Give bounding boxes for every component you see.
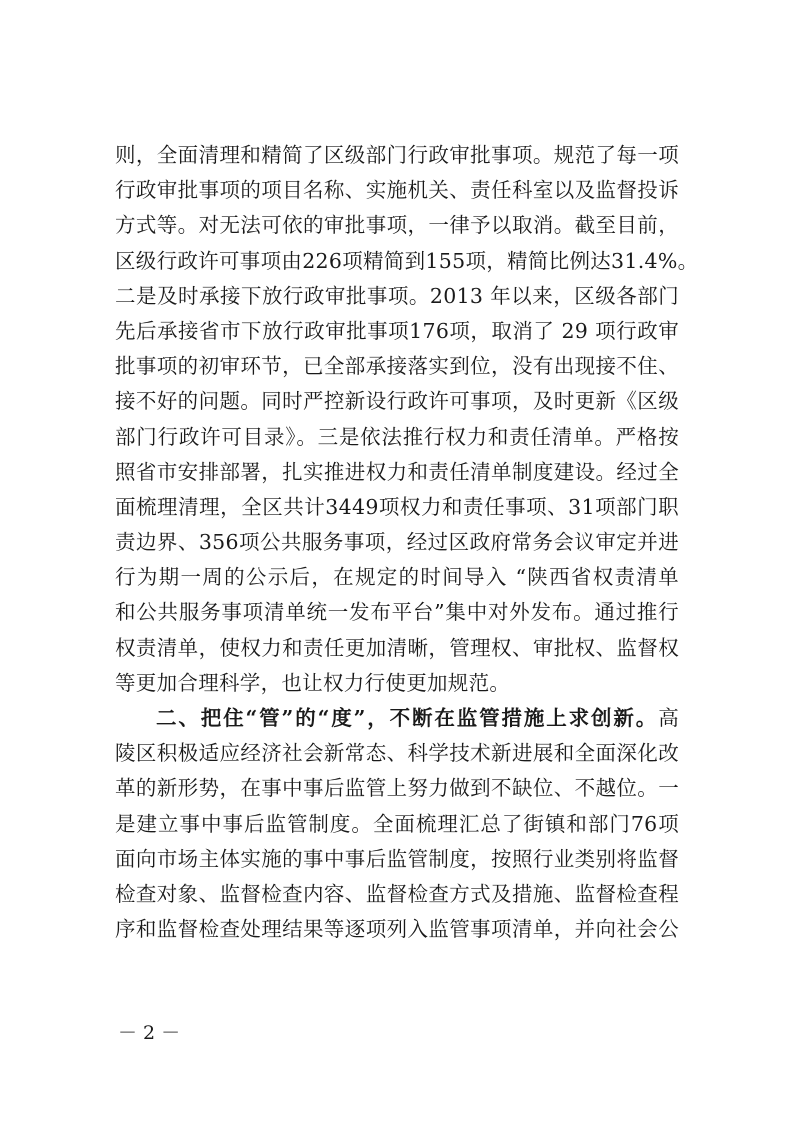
text-line: 革的新形势，在事中事后监管上努力做到不缺位、不越位。一 (115, 776, 679, 801)
paragraph-end-line: 等更加合理科学，也让权力行使更加规范。 (115, 670, 511, 695)
section-heading-line (115, 701, 679, 736)
section-heading: 二、把住“管”的“度”，不断在监管措施上求创新。 (156, 706, 659, 730)
text-line: 权责清单，使权力和责任更加清晰，管理权、审批权、监督权 (115, 635, 679, 660)
text-line: 接不好的问题。同时严控新设行政许可事项，及时更新《区级 (115, 389, 679, 414)
text-line: 行政审批事项的项目名称、实施机关、责任科室以及监督投诉 (115, 178, 679, 203)
text-line: 面梳理清理，全区共计3449项权力和责任事项、31项部门职 (115, 494, 679, 519)
text-line: 部门行政许可目录》。三是依法推行权力和责任清单。严格按 (115, 424, 679, 449)
document-body (115, 138, 699, 947)
section-heading-trailing-text: 高 (658, 706, 679, 730)
text-line: 行为期一周的公示后，在规定的时间导入 “陕西省权责清单 (115, 565, 679, 590)
text-line: 方式等。对无法可依的审批事项，一律予以取消。截至目前， (115, 213, 679, 238)
text-line: 照省市安排部署，扎实推进权力和责任清单制度建设。经过全 (115, 459, 679, 484)
text-line: 面向市场主体实施的事中事后监管制度，按照行业类别将监督 (115, 846, 679, 871)
text-line: 陵区积极适应经济社会新常态、科学技术新进展和全面深化改 (115, 741, 679, 766)
text-line: 和公共服务事项清单统一发布平台”集中对外发布。通过推行 (115, 600, 679, 625)
page-number: － 2 － (118, 1022, 181, 1044)
text-line: 区级行政许可事项由226项精简到155项，精简比例达31.4%。 (115, 248, 699, 273)
text-line: 责边界、356项公共服务事项，经过区政府常务会议审定并进 (115, 530, 679, 555)
text-line: 先后承接省市下放行政审批事项176项，取消了 29 项行政审 (115, 318, 679, 343)
text-line: 是建立事中事后监管制度。全面梳理汇总了街镇和部门76项 (115, 811, 679, 836)
text-line: 检查对象、监督检查内容、监督检查方式及措施、监督检查程 (115, 881, 679, 906)
text-line: 二是及时承接下放行政审批事项。2013 年以来，区级各部门 (115, 283, 679, 308)
text-line: 序和监督检查处理结果等逐项列入监管事项清单，并向社会公 (115, 917, 679, 942)
text-line: 批事项的初审环节，已全部承接落实到位，没有出现接不住、 (115, 354, 679, 379)
text-line: 则，全面清理和精简了区级部门行政审批事项。规范了每一项 (115, 143, 679, 167)
